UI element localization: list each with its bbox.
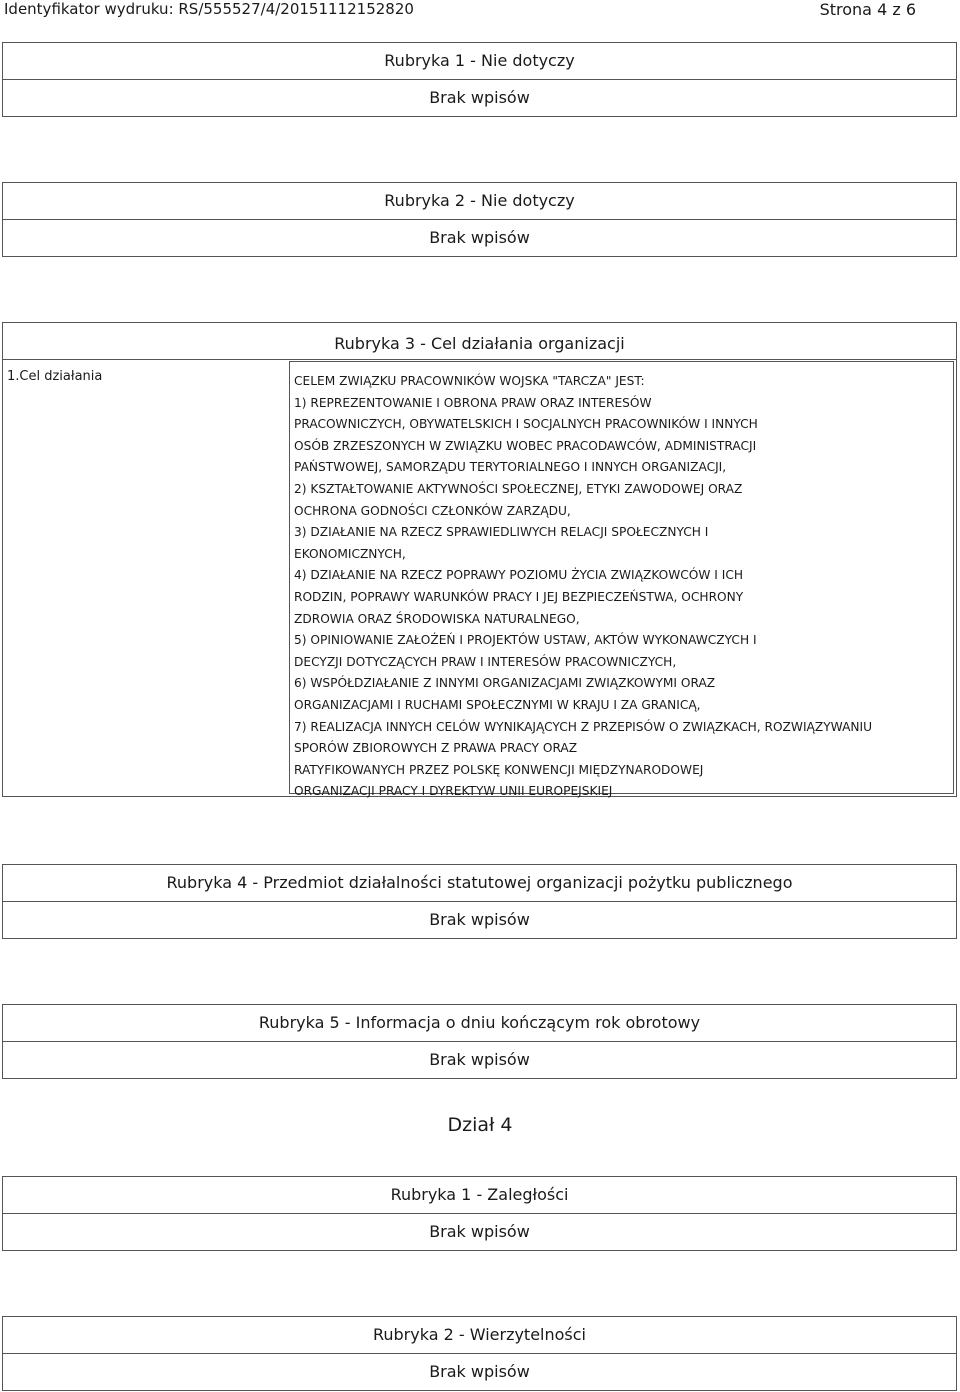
cel-dzialania-line: 1) REPREZENTOWANIE I OBRONA PRAW ORAZ INTERESÓW <box>294 395 652 410</box>
dzial4-rubryka-1-value: Brak wpisów <box>429 1222 530 1241</box>
cel-dzialania-line: RATYFIKOWANYCH PRZEZ POLSKĘ KONWENCJI MIĘDZYNARODOWEJ <box>294 762 704 777</box>
print-identifier: Identyfikator wydruku: RS/555527/4/20151112152820 <box>4 0 414 18</box>
page-number: Strona 4 z 6 <box>819 0 916 19</box>
dzial4-rubryka-2-section <box>2 1316 957 1391</box>
cel-dzialania-line: 6) WSPÓŁDZIAŁANIE Z INNYMI ORGANIZACJAMI ZWIĄZKOWYMI ORAZ <box>294 676 716 691</box>
rubryka-4-value: Brak wpisów <box>429 910 530 929</box>
cel-dzialania-line: 4) DZIAŁANIE NA RZECZ POPRAWY POZIOMU ŻYCIA ZWIĄZKOWCÓW I ICH <box>294 568 744 583</box>
cel-dzialania-line: RODZIN, POPRAWY WARUNKÓW PRACY I JEJ BEZPIECZEŃSTWA, OCHRONY <box>294 589 744 604</box>
cel-dzialania-line: OSÓB ZRZESZONYCH W ZWIĄZKU WOBEC PRACODAWCÓW, ADMINISTRACJI <box>294 438 757 453</box>
cel-dzialania-line: 5) OPINIOWANIE ZAŁOŻEŃ I PROJEKTÓW USTAW, AKTÓW WYKONAWCZYCH I <box>294 633 757 648</box>
rubryka-1-title: Rubryka 1 - Nie dotyczy <box>3 43 956 80</box>
rubryka-5-section <box>2 1004 957 1079</box>
dzial4-rubryka-1-title: Rubryka 1 - Zaległości <box>3 1177 956 1214</box>
rubryka-5-value: Brak wpisów <box>429 1050 530 1069</box>
cel-dzialania-line: OCHRONA GODNOŚCI CZŁONKÓW ZARZĄDU, <box>294 503 571 518</box>
dzial4-rubryka-2-title: Rubryka 2 - Wierzytelności <box>3 1317 956 1354</box>
rubryka-1-section <box>2 42 957 117</box>
cel-dzialania-row <box>3 359 956 799</box>
cel-dzialania-line: PAŃSTWOWEJ, SAMORZĄDU TERYTORIALNEGO I INNYCH ORGANIZACJI, <box>294 460 727 475</box>
cel-dzialania-line: SPORÓW ZBIOROWYCH Z PRAWA PRACY ORAZ <box>294 741 578 756</box>
cel-dzialania-line: ORGANIZACJI PRACY I DYREKTYW UNII EUROPEJSKIEJ <box>294 784 613 799</box>
rubryka-2-value: Brak wpisów <box>429 228 530 247</box>
cel-dzialania-text-cell <box>289 361 954 799</box>
rubryka-4-section <box>2 864 957 939</box>
cel-dzialania-line: PRACOWNICZYCH, OBYWATELSKICH I SOCJALNYCH PRACOWNIKÓW I INNYCH <box>294 417 758 432</box>
dzial4-rubryka-2-value: Brak wpisów <box>429 1362 530 1381</box>
cel-dzialania-line: ZDROWIA ORAZ ŚRODOWISKA NATURALNEGO, <box>294 611 580 626</box>
cel-dzialania-line: 2) KSZTAŁTOWANIE AKTYWNOŚCI SPOŁECZNEJ, ETYKI ZAWODOWEJ ORAZ <box>294 481 743 496</box>
rubryka-2-section <box>2 182 957 257</box>
cel-dzialania-line: CELEM ZWIĄZKU PRACOWNIKÓW WOJSKA "TARCZA" JEST: <box>294 374 645 388</box>
cel-dzialania-line: 7) REALIZACJA INNYCH CELÓW WYNIKAJĄCYCH Z PRZEPISÓW O ZWIĄZKACH, ROZWIĄZYWANIU <box>294 719 873 734</box>
rubryka-3-title: Rubryka 3 - Cel działania organizacji <box>3 323 956 360</box>
rubryka-4-title: Rubryka 4 - Przedmiot działalności statutowej organizacji pożytku publicznego <box>3 865 956 902</box>
cel-dzialania-label: 1.Cel działania <box>7 369 103 384</box>
cel-dzialania-line: DECYZJI DOTYCZĄCYCH PRAW I INTERESÓW PRACOWNICZYCH, <box>294 654 677 669</box>
rubryka-2-title: Rubryka 2 - Nie dotyczy <box>3 183 956 220</box>
rubryka-3-section <box>2 322 957 797</box>
cel-dzialania-line: 3) DZIAŁANIE NA RZECZ SPRAWIEDLIWYCH RELACJI SPOŁECZNYCH I <box>294 525 709 540</box>
dzial4-rubryka-1-section <box>2 1176 957 1251</box>
dzial-heading: Dział 4 <box>447 1114 513 1136</box>
cel-dzialania-text <box>294 371 872 803</box>
cel-dzialania-line: ORGANIZACJAMI I RUCHAMI SPOŁECZNYMI W KRAJU I ZA GRANICĄ, <box>294 697 701 712</box>
rubryka-1-value: Brak wpisów <box>429 88 530 107</box>
rubryka-5-title: Rubryka 5 - Informacja o dniu kończącym rok obrotowy <box>3 1005 956 1042</box>
cel-dzialania-line: EKONOMICZNYCH, <box>294 546 406 561</box>
